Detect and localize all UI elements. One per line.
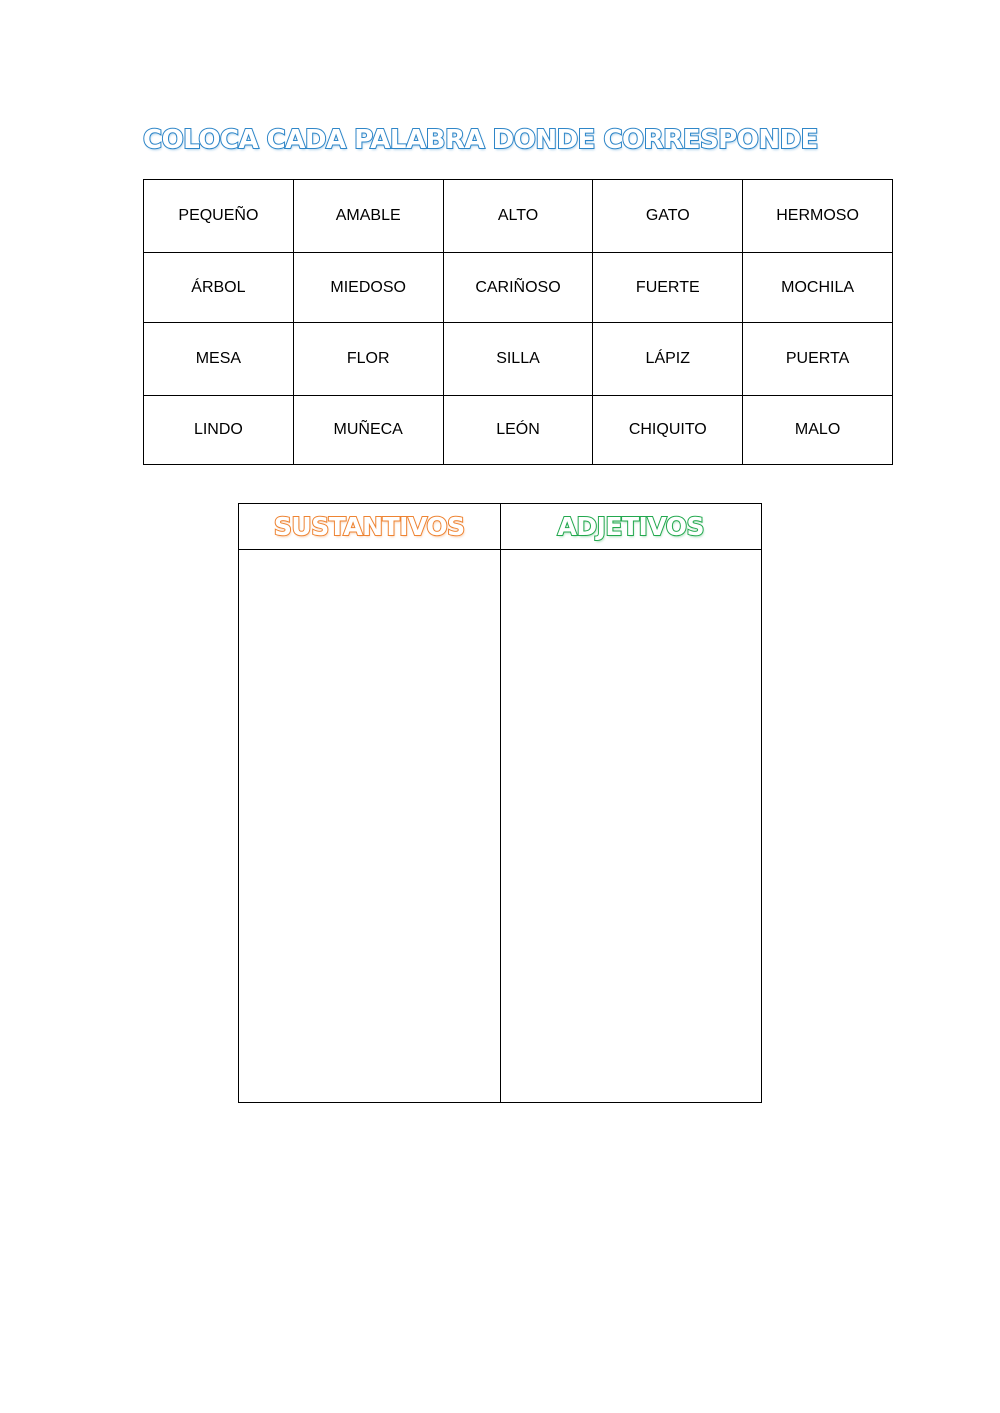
- word-cell[interactable]: ÁRBOL: [144, 253, 294, 323]
- sorting-body-row: [239, 550, 762, 1103]
- word-cell[interactable]: PEQUEÑO: [144, 180, 294, 253]
- sustantivos-drop-zone[interactable]: [239, 550, 501, 1103]
- word-row: [144, 396, 893, 465]
- sorting-header-row: [239, 504, 762, 550]
- word-cell[interactable]: LINDO: [144, 396, 294, 465]
- word-cell[interactable]: MESA: [144, 323, 294, 396]
- word-cell[interactable]: ALTO: [443, 180, 593, 253]
- adjetivos-drop-zone[interactable]: [500, 550, 762, 1103]
- word-grid: [143, 179, 893, 465]
- word-cell[interactable]: PUERTA: [743, 323, 893, 396]
- word-cell[interactable]: GATO: [593, 180, 743, 253]
- word-row: [144, 253, 893, 323]
- sorting-table: [238, 503, 762, 1103]
- word-row: [144, 180, 893, 253]
- sustantivos-header: SUSTANTIVOS: [239, 504, 501, 550]
- word-cell[interactable]: SILLA: [443, 323, 593, 396]
- word-cell[interactable]: CARIÑOSO: [443, 253, 593, 323]
- word-row: [144, 323, 893, 396]
- word-cell[interactable]: MIEDOSO: [293, 253, 443, 323]
- word-cell[interactable]: MOCHILA: [743, 253, 893, 323]
- word-cell[interactable]: MUÑECA: [293, 396, 443, 465]
- word-cell[interactable]: FLOR: [293, 323, 443, 396]
- word-cell[interactable]: CHIQUITO: [593, 396, 743, 465]
- word-cell[interactable]: LEÓN: [443, 396, 593, 465]
- word-cell[interactable]: FUERTE: [593, 253, 743, 323]
- page-title: COLOCA CADA PALABRA DONDE CORRESPONDE: [143, 125, 818, 155]
- adjetivos-header: ADJETIVOS: [500, 504, 762, 550]
- word-cell[interactable]: LÁPIZ: [593, 323, 743, 396]
- word-cell[interactable]: HERMOSO: [743, 180, 893, 253]
- word-cell[interactable]: MALO: [743, 396, 893, 465]
- word-cell[interactable]: AMABLE: [293, 180, 443, 253]
